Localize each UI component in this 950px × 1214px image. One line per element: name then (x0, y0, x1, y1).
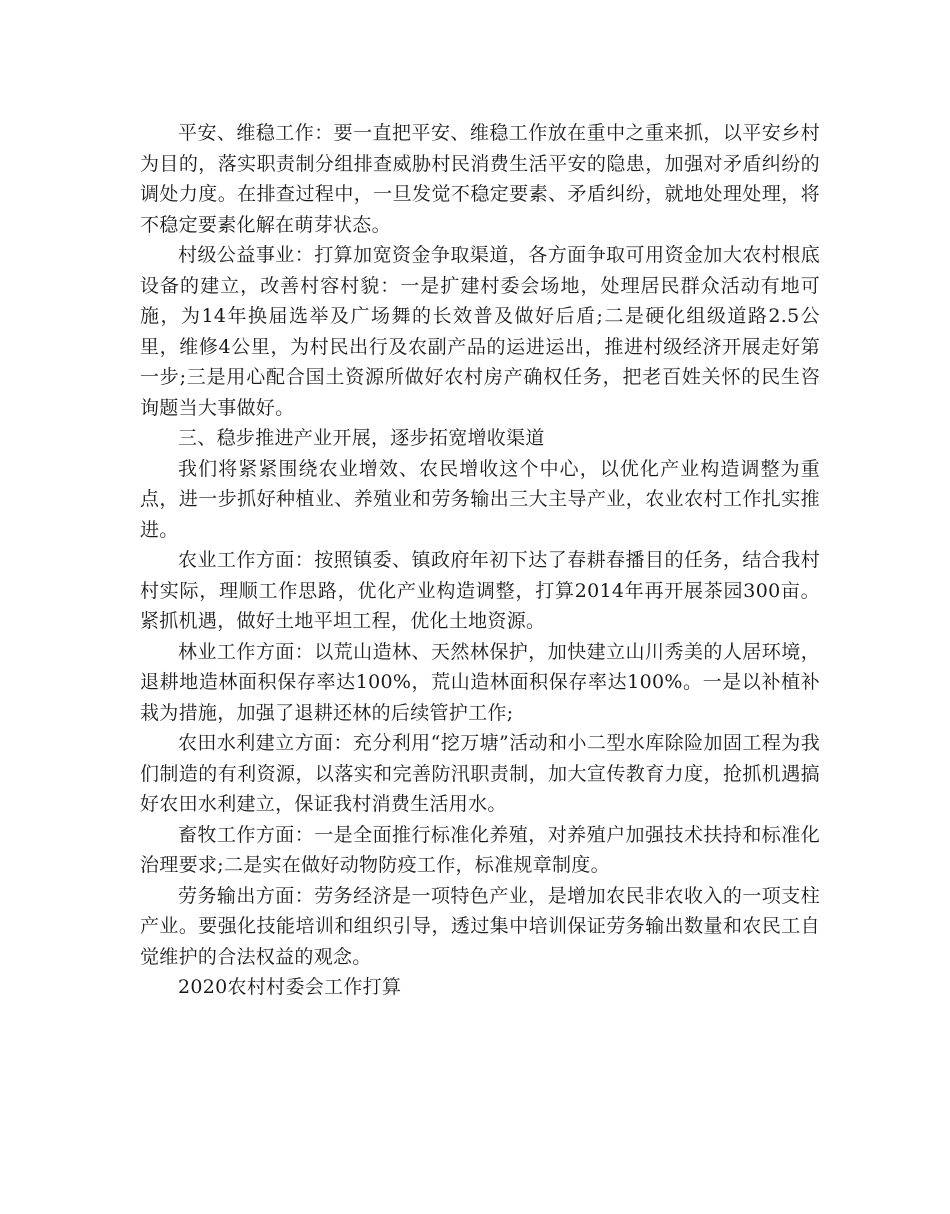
document-body (140, 118, 820, 1003)
section-heading-industry: 三、稳步推进产业开展，逐步拓宽增收渠道 (178, 427, 545, 449)
document-subtitle: 2020农村村委会工作打算 (178, 976, 402, 998)
paragraph-water-conservancy: 农田水利建立方面：充分利用“挖万塘”活动和小二型水库除险加固工程为我们制造的有利资源，以落实和完善防汛职责制，加大宣传教育力度，抢抓机遇搞好农田水利建立，保证我村消费生活用水。 (140, 732, 820, 815)
paragraph-forestry: 林业工作方面：以荒山造林、天然林保护，加快建立山川秀美的人居环境，退耕地造林面积保存率达100%，荒山造林面积保存率达100%。一是以补植补栽为措施，加强了退耕还林的后续管护工作; (140, 640, 820, 724)
paragraph-agriculture: 农业工作方面：按照镇委、镇政府年初下达了春耕春播目的任务，结合我村村实际，理顺工作思路，优化产业构造调整，打算2014年再开展茶园300亩。紧抓机遇，做好土地平坦工程，优化土地资源。 (140, 549, 820, 632)
paragraph-industry-intro: 我们将紧紧围绕农业增效、农民增收这个中心，以优化产业构造调整为重点，进一步抓好种植业、养殖业和劳务输出三大主导产业，农业农村工作扎实推进。 (140, 457, 820, 541)
paragraph-animal-husbandry: 畜牧工作方面：一是全面推行标准化养殖，对养殖户加强技术扶持和标准化治理要求;二是实在做好动物防疫工作，标准规章制度。 (140, 823, 820, 876)
paragraph-labor-export: 劳务输出方面：劳务经济是一项特色产业，是增加农民非农收入的一项支柱产业。要强化技能培训和组织引导，透过集中培训保证劳务输出数量和农民工自觉维护的合法权益的观念。 (140, 884, 820, 968)
paragraph-public-welfare: 村级公益事业：打算加宽资金争取渠道，各方面争取可用资金加大农村根底设备的建立，改善村容村貌：一是扩建村委会场地，处理居民群众活动有地可施，为14年换届选举及广场舞的长效普及做好后盾;二是硬化组级道路2.5公里，维修4公里，为村民出行及农副产品的运进运出，推进村级经济开展走好第一步;三是用心配合国土资源所做好农村房产确权任务，把老百姓关怀的民生咨询题当大事做好。 (140, 244, 820, 419)
paragraph-safety-stability: 平安、维稳工作：要一直把平安、维稳工作放在重中之重来抓，以平安乡村为目的，落实职责制分组排查威胁村民消费生活平安的隐患，加强对矛盾纠纷的调处力度。在排查过程中，一旦发觉不稳定要素、矛盾纠纷，就地处理处理，将不稳定要素化解在萌芽状态。 (140, 122, 820, 236)
